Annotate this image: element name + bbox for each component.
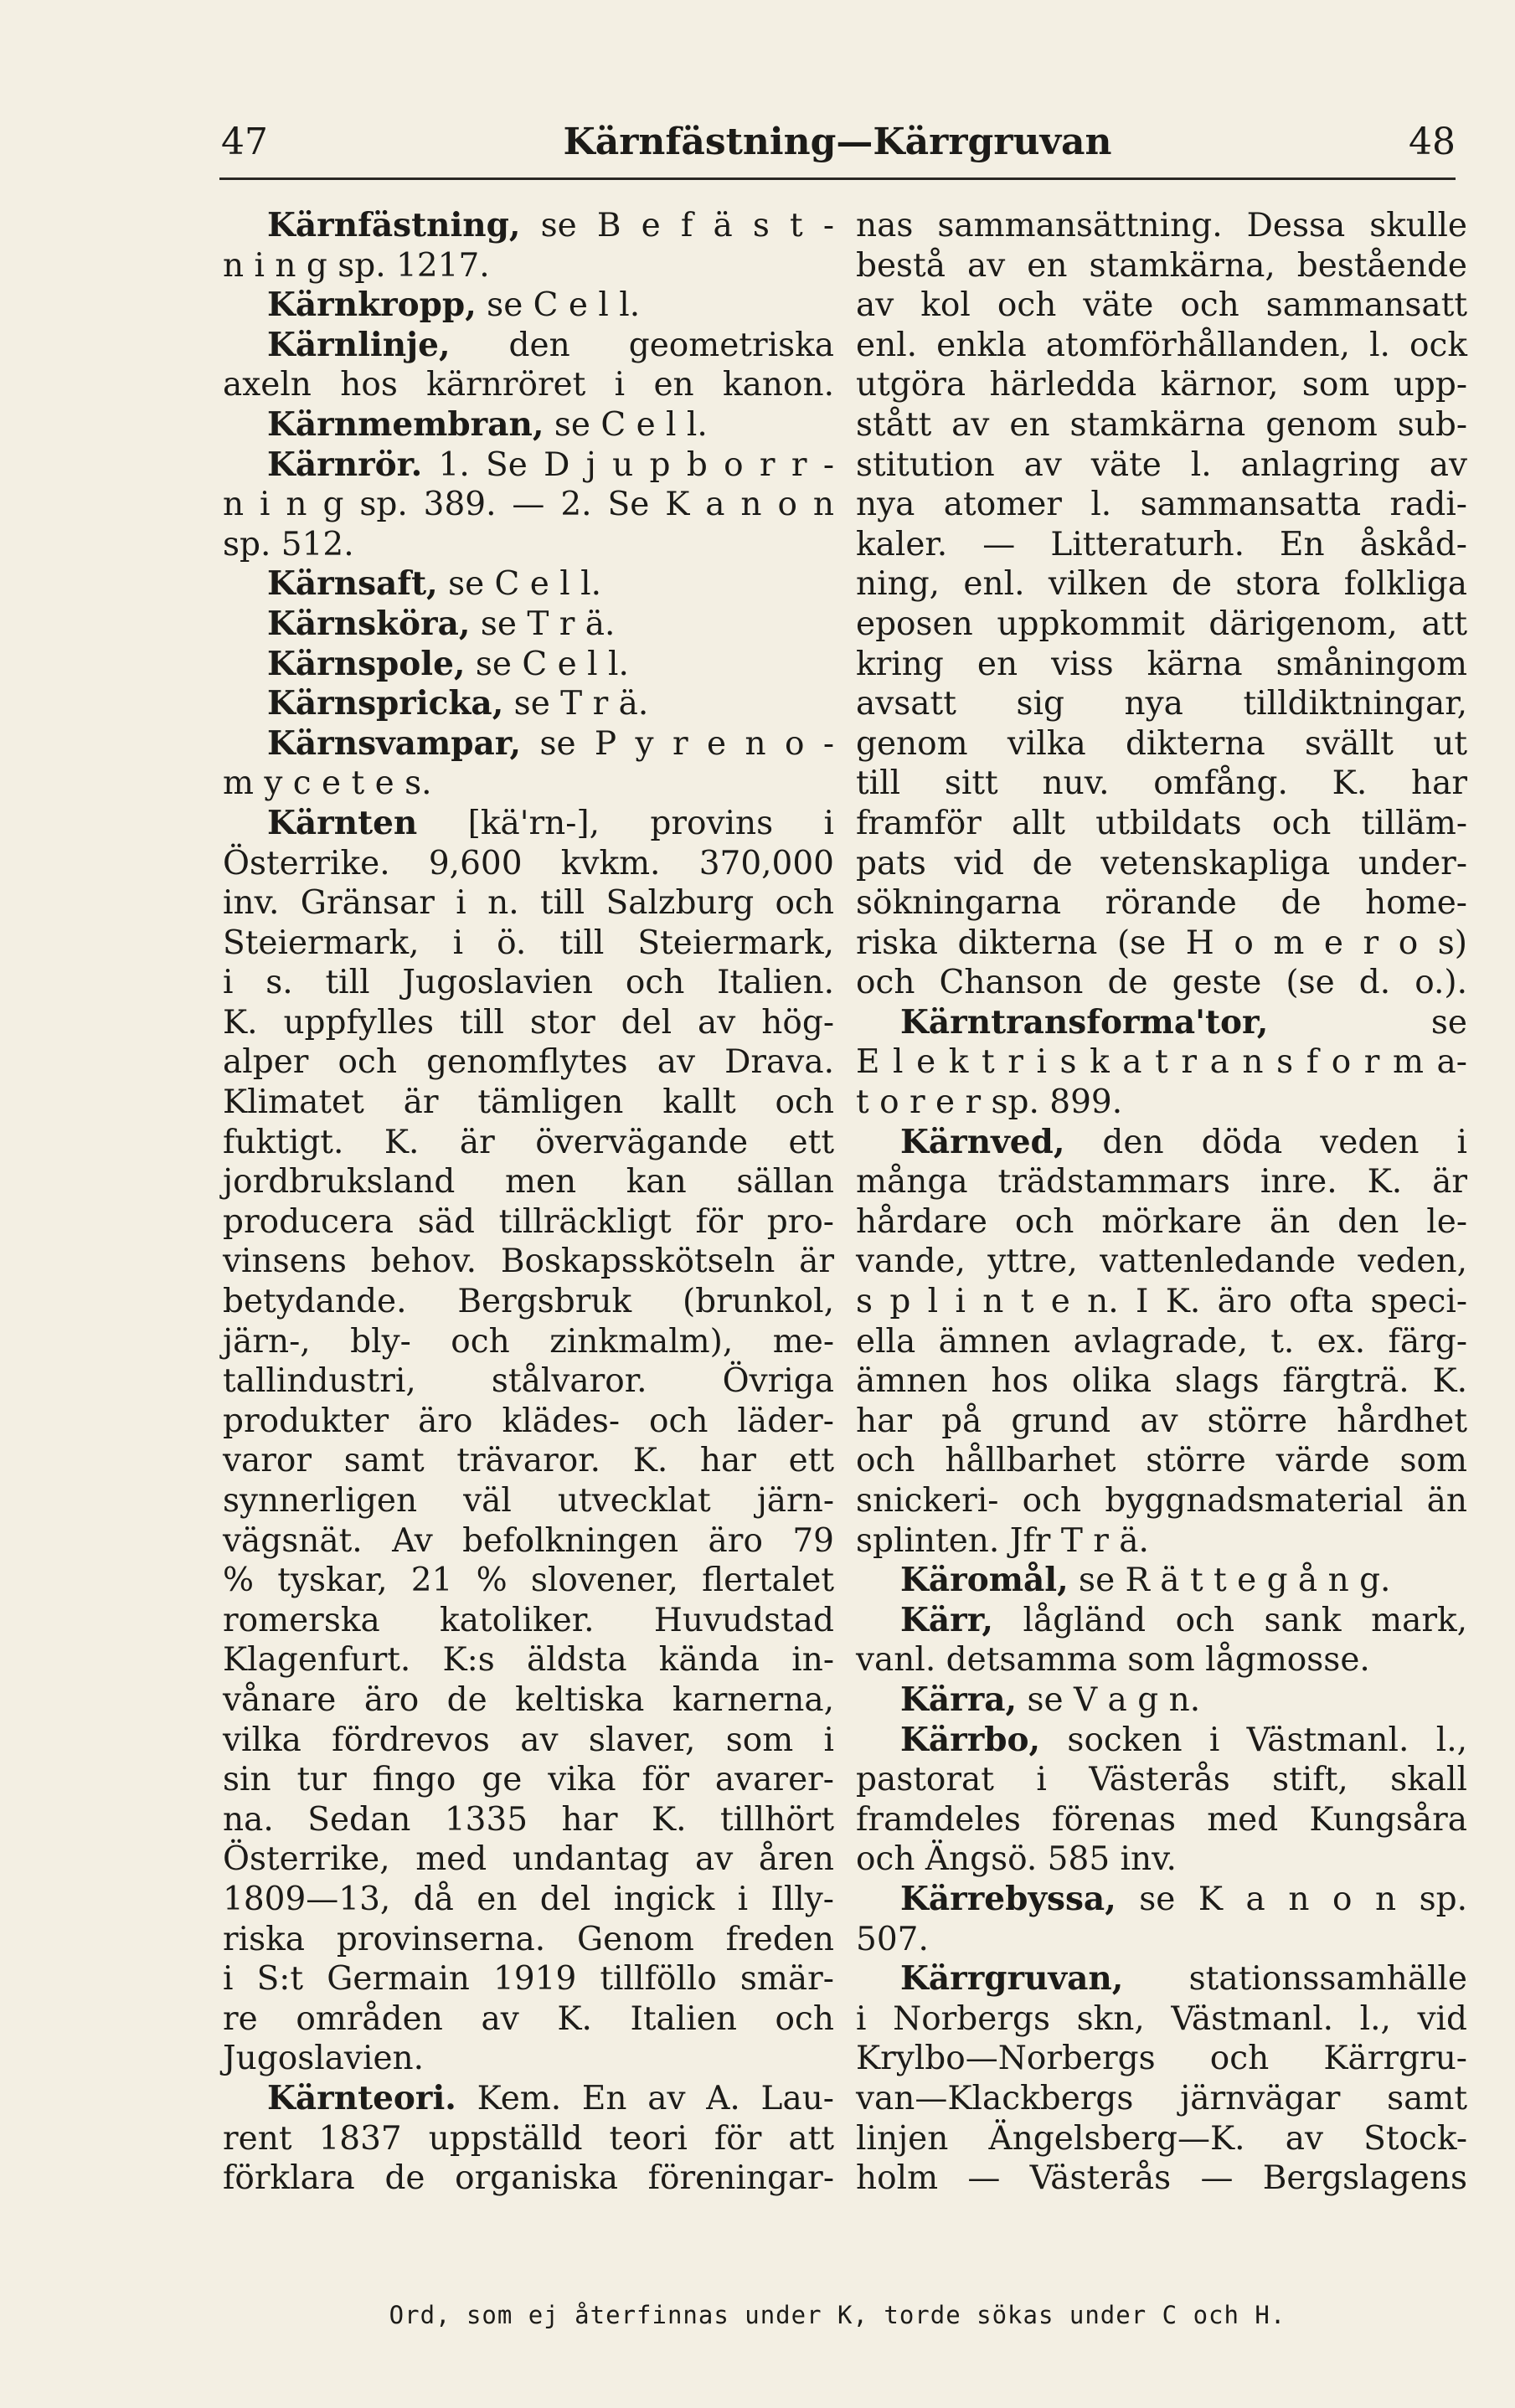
text-line: vande, yttre, vattenledande veden, (856, 1243, 1467, 1281)
text-line: splinten. Jfr T r ä. (856, 1521, 1149, 1560)
text-line: ning, enl. vilken de stora folkliga (856, 565, 1467, 604)
text-line: kring en viss kärna småningom (856, 645, 1467, 683)
text-line: ella ämnen avlagrade, t. ex. färg- (856, 1322, 1467, 1361)
entry-line (221, 605, 834, 645)
text-line: linjen Ängelsberg—K. av Stock- (856, 2119, 1467, 2158)
entry-text: den geometriska (450, 326, 834, 364)
text-line: jordbruksland men kan sällan (223, 1163, 834, 1201)
text-line: vinsens behov. Boskapsskötseln är (223, 1243, 834, 1281)
text-line: 507. (856, 1920, 929, 1958)
entry-line (221, 206, 834, 246)
text-line: bestå av en stamkärna, bestående (856, 246, 1467, 285)
entry-line (854, 1680, 1467, 1721)
entry-headword: Kärnteori. (267, 2078, 456, 2117)
entry-text: socken i Västmanl. l., (1040, 1721, 1467, 1759)
left-column (221, 206, 834, 2199)
text-line: snickeri- och byggnadsmaterial än (856, 1482, 1467, 1520)
text-line: tallindustri, stålvaror. Övriga (223, 1362, 834, 1401)
text-line: många trädstammars inre. K. är (856, 1163, 1467, 1201)
entry-headword: Kärnrör. (267, 445, 423, 484)
text-line: Klagenfurt. K:s äldsta kända in- (223, 1641, 834, 1680)
entry-headword: Kärnspole, (267, 644, 466, 683)
text-line: produkter äro klädes- och läder- (223, 1402, 834, 1440)
entry-line (221, 564, 834, 605)
entry-text: lågländ och sank mark, (993, 1601, 1467, 1639)
text-line: avsatt sig nya tilldiktningar, (856, 685, 1467, 723)
text-line: m y c e t e s. (223, 764, 432, 803)
text-line: n i n g sp. 1217. (223, 246, 490, 285)
text-line: vilka fördrevos av slaver, som i (223, 1721, 834, 1759)
entry-text: se C e l l. (476, 286, 641, 325)
header-rule (219, 178, 1456, 180)
text-line: holm — Västerås — Bergslagens (856, 2159, 1467, 2198)
entry-text: Kem. En av A. Lau- (456, 2079, 834, 2117)
text-line: enl. enkla atomförhållanden, l. ock (856, 326, 1467, 364)
text-line: vånare äro de keltiska karnerna, (223, 1680, 834, 1719)
text-line: förklara de organiska föreningar- (223, 2159, 834, 2198)
text-line: framför allt utbildats och tilläm- (856, 804, 1467, 842)
entry-headword: Kärra, (900, 1680, 1018, 1719)
text-line: synnerligen väl utvecklat järn- (223, 1482, 834, 1520)
text-line: och hållbarhet större värde som (856, 1442, 1467, 1480)
entry-text: den döda veden i (1064, 1123, 1467, 1161)
text-line: inv. Gränsar i n. till Salzburg och (223, 884, 834, 923)
text-line: betydande. Bergsbruk (brunkol, (223, 1283, 834, 1321)
text-line: och Chanson de geste (se d. o.). (856, 964, 1467, 1002)
entry-line (854, 1721, 1467, 1761)
text-line: E l e k t r i s k a t r a n s f o r m a- (856, 1043, 1467, 1082)
entry-headword: Kärrebyssa, (900, 1879, 1116, 1918)
running-title: Kärnfästning—Kärrgruvan (563, 121, 1112, 163)
entry-text: se T r ä. (503, 685, 649, 723)
text-line: hårdare och mörkare än den le- (856, 1202, 1467, 1241)
entry-headword: Käromål, (900, 1561, 1069, 1600)
entry-text: se C e l l. (544, 405, 708, 444)
text-line: och Ängsö. 585 inv. (856, 1840, 1177, 1879)
entry-headword: Kärnsköra, (267, 604, 471, 643)
text-line: Österrike, med undantag av åren (223, 1840, 834, 1879)
page-number-right: 48 (1409, 121, 1456, 163)
entry-text: stationssamhälle (1123, 1960, 1467, 1999)
entry-line (221, 804, 834, 844)
text-line: van—Klackbergs järnvägar samt (856, 2079, 1467, 2117)
page-number-left: 47 (221, 121, 268, 163)
text-line: pastorat i Västerås stift, skall (856, 1761, 1467, 1799)
entry-headword: Kärnsaft, (267, 564, 438, 604)
text-line: kaler. — Litteraturh. En åskåd- (856, 525, 1467, 563)
entry-headword: Kärnspricka, (267, 684, 504, 723)
entry-headword: Kärnmembran, (267, 404, 544, 444)
entry-line (221, 645, 834, 685)
entry-line (854, 1880, 1467, 1920)
entry-line (854, 1123, 1467, 1163)
entry-line (854, 1959, 1467, 1999)
text-line: Klimatet är tämligen kallt och (223, 1083, 834, 1122)
text-line: har på grund av större hårdhet (856, 1402, 1467, 1440)
footer-note: Ord, som ej återfinnas under K, torde sökas under C och H. (389, 2301, 1286, 2329)
text-line: vägsnät. Av befolkningen äro 79 (223, 1521, 834, 1560)
text-line: stitution av väte l. anlagring av (856, 445, 1467, 484)
entry-headword: Kärnten (267, 803, 418, 842)
text-line: av kol och väte och sammansatt (856, 286, 1467, 325)
entry-headword: Kärnsvampar, (267, 723, 522, 763)
text-line: rent 1837 uppställd teori för att (223, 2119, 834, 2158)
text-line: sin tur fingo ge vika för avarer- (223, 1761, 834, 1799)
entry-text: se C e l l. (437, 565, 602, 604)
text-line: 1809—13, då en del ingick i Illy- (223, 1880, 834, 1918)
text-line: stått av en stamkärna genom sub- (856, 405, 1467, 444)
text-line: nas sammansättning. Dessa skulle (856, 207, 1467, 244)
entry-headword: Kärrbo, (900, 1720, 1041, 1759)
text-line: fuktigt. K. är övervägande ett (223, 1123, 834, 1161)
text-line: re områden av K. Italien och (223, 1999, 834, 2038)
text-line: producera säd tillräckligt för pro- (223, 1202, 834, 1241)
text-line: framdeles förenas med Kungsåra (856, 1800, 1467, 1839)
entry-headword: Kärnkropp, (267, 286, 477, 325)
entry-text: se P y r e n o - (521, 724, 834, 763)
entry-text: [kä'rn-], provins i (417, 804, 834, 842)
text-line: Österrike. 9,600 kvkm. 370,000 (223, 844, 834, 882)
entry-line (854, 1003, 1467, 1043)
text-line: riska dikterna (se H o m e r o s) (856, 924, 1467, 962)
text-line: sökningarna rörande de home- (856, 884, 1467, 923)
text-line: Jugoslavien. (223, 2040, 425, 2078)
entry-text: se R ä t t e g å n g. (1068, 1562, 1391, 1600)
entry-line (221, 326, 834, 366)
text-line: na. Sedan 1335 har K. tillhört (223, 1800, 834, 1839)
entry-text: se T r ä. (470, 605, 616, 643)
text-line: Steiermark, i ö. till Steiermark, (223, 924, 834, 962)
entry-text: se B e f ä s t - (520, 207, 834, 244)
entry-text: se K a n o n sp. (1116, 1880, 1467, 1918)
text-line: genom vilka dikterna svällt ut (856, 724, 1467, 763)
text-line: järn-, bly- och zinkmalm), me- (223, 1322, 834, 1361)
entry-text: 1. Se D j u p b o r r - (422, 445, 834, 484)
text-line: romerska katoliker. Huvudstad (223, 1601, 834, 1639)
text-line: nya atomer l. sammansatta radi- (856, 486, 1467, 524)
text-line: n i n g sp. 389. — 2. Se K a n o n (223, 486, 834, 524)
text-line: axeln hos kärnröret i en kanon. (223, 366, 834, 404)
entry-headword: Kärr, (900, 1600, 994, 1639)
text-line: utgöra härledda kärnor, som upp- (856, 366, 1467, 404)
entry-line (221, 724, 834, 764)
text-line: i S:t Germain 1919 tillföllo smär- (223, 1960, 834, 1999)
entry-headword: Kärrgruvan, (900, 1959, 1124, 1999)
text-line: K. uppfylles till stor del av hög- (223, 1003, 834, 1042)
text-line: eposen uppkommit därigenom, att (856, 605, 1467, 643)
entry-headword: Kärnved, (900, 1122, 1065, 1161)
text-line: ämnen hos olika slags färgträ. K. (856, 1362, 1467, 1401)
entry-line (221, 684, 834, 724)
text-line: i s. till Jugoslavien och Italien. (223, 964, 834, 1002)
page-header (219, 116, 1456, 169)
entry-line (221, 286, 834, 326)
text-line: Krylbo—Norbergs och Kärrgru- (856, 2040, 1467, 2078)
entry-line (854, 1601, 1467, 1641)
entry-line (221, 2079, 834, 2119)
right-column (854, 206, 1467, 2199)
entry-headword: Kärnlinje, (267, 325, 451, 364)
entry-text: se (1268, 1003, 1467, 1042)
text-line: s p l i n t e n. I K. äro ofta speci- (856, 1283, 1467, 1321)
text-line: pats vid de vetenskapliga under- (856, 844, 1467, 882)
entry-line (221, 445, 834, 486)
text-line: vanl. detsamma som lågmosse. (856, 1641, 1370, 1680)
entry-line (221, 405, 834, 445)
entry-text: se C e l l. (465, 645, 629, 683)
entry-headword: Kärnfästning, (267, 206, 521, 244)
entry-text: se V a g n. (1017, 1680, 1201, 1719)
text-line: sp. 512. (223, 525, 354, 563)
text-line: % tyskar, 21 % slovener, flertalet (223, 1562, 834, 1600)
text-line: till sitt nuv. omfång. K. har (856, 764, 1467, 803)
text-line: alper och genomflytes av Drava. (223, 1043, 834, 1082)
text-line: t o r e r sp. 899. (856, 1083, 1123, 1122)
text-line: varor samt trävaror. K. har ett (223, 1442, 834, 1480)
entry-headword: Kärntransforma'tor, (900, 1002, 1269, 1042)
entry-line (854, 1561, 1467, 1601)
text-line: i Norbergs skn, Västmanl. l., vid (856, 1999, 1467, 2038)
text-line: riska provinserna. Genom freden (223, 1920, 834, 1958)
